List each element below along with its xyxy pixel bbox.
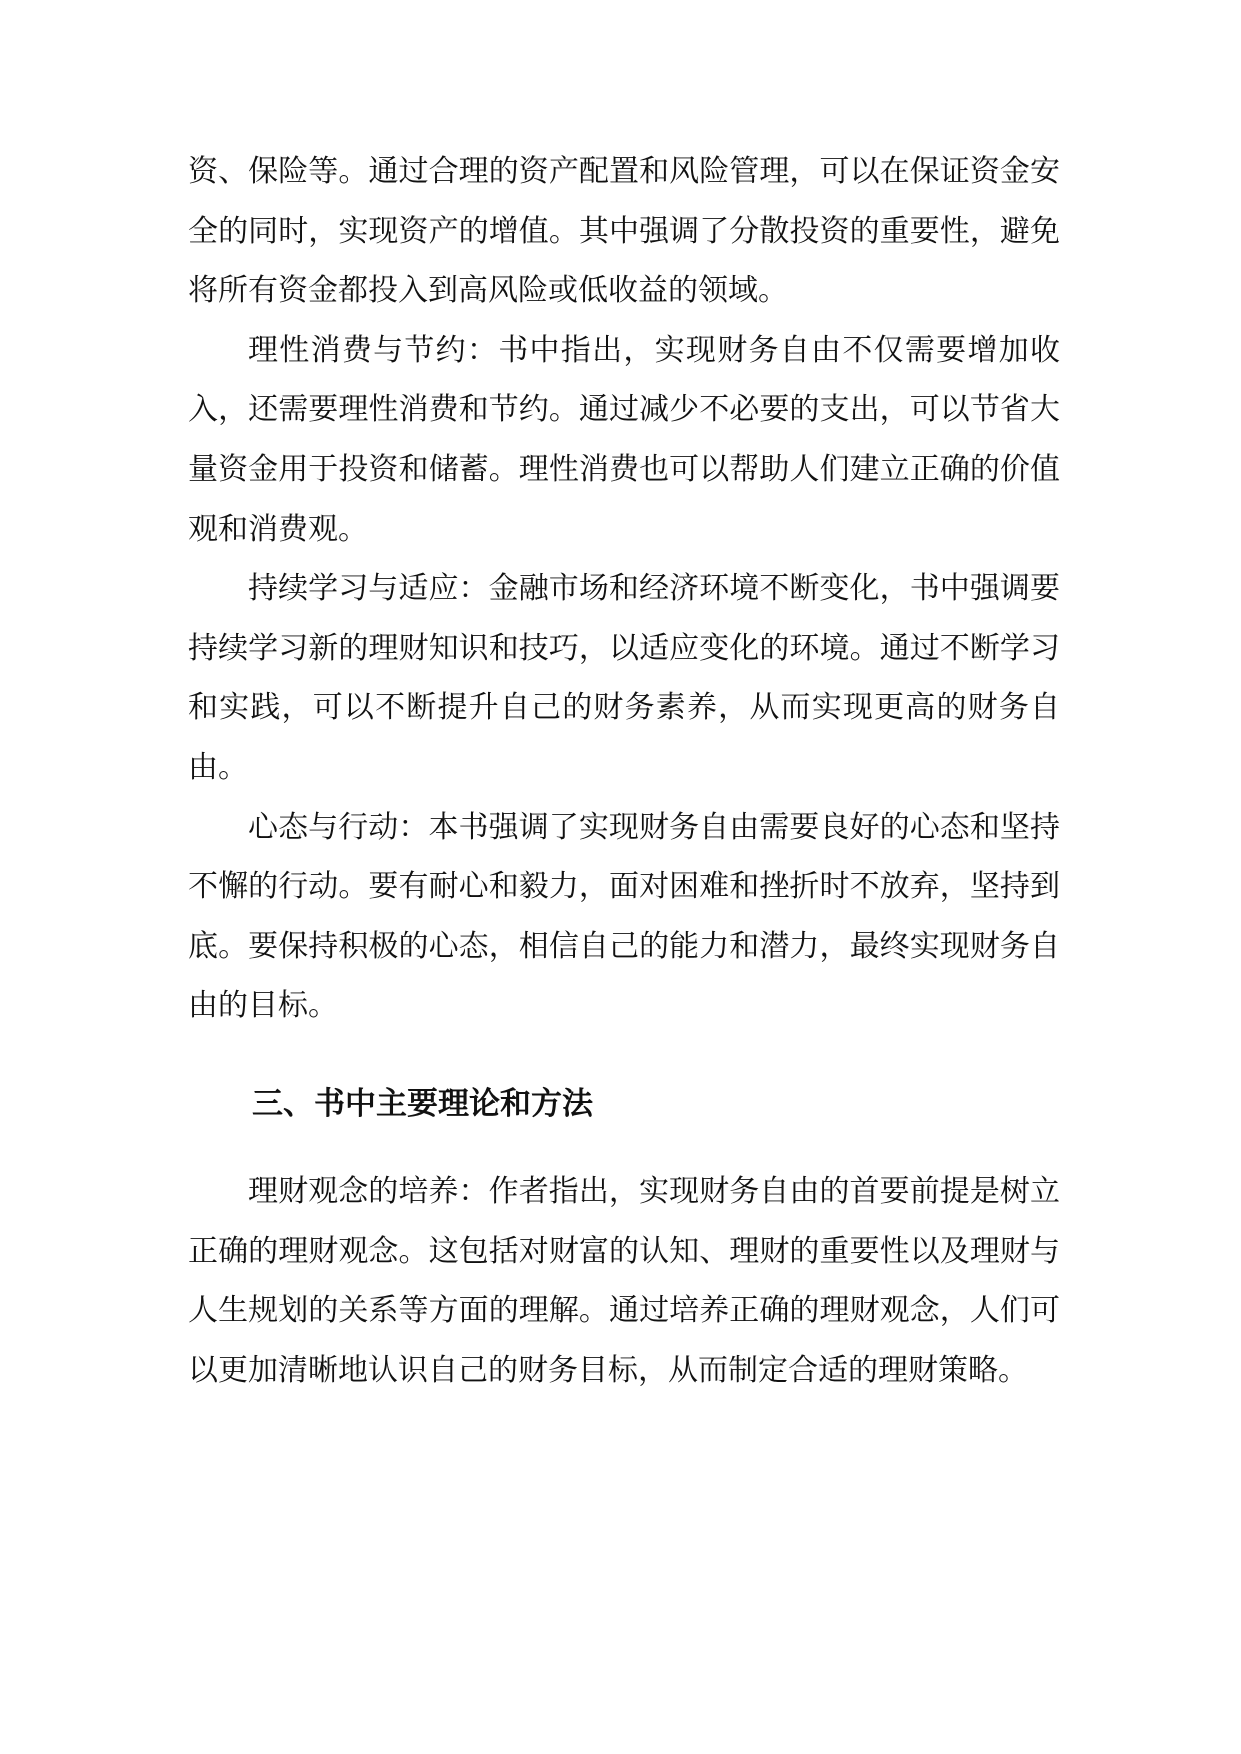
document-body <box>188 142 1060 1400</box>
paragraph-mindset-action: 心态与行动：本书强调了实现财务自由需要良好的心态和坚持不懈的行动。要有耐心和毅力，面对困难和挫折时不放弃，坚持到底。要保持积极的心态，相信自己的能力和潜力，最终实现财务自由的目标。 <box>188 809 1060 1024</box>
section-heading: 三、书中主要理论和方法 <box>252 1085 593 1122</box>
paragraph-asset-allocation: 资、保险等。通过合理的资产配置和风险管理，可以在保证资金安全的同时，实现资产的增值。其中强调了分散投资的重要性，避免将所有资金都投入到高风险或低收益的领域。 <box>188 154 1060 309</box>
paragraph-continuous-learning: 持续学习与适应：金融市场和经济环境不断变化，书中强调要持续学习新的理财知识和技巧，以适应变化的环境。通过不断学习和实践，可以不断提升自己的财务素养，从而实现更高的财务自由。 <box>188 571 1060 785</box>
paragraph-financial-concept: 理财观念的培养：作者指出，实现财务自由的首要前提是树立正确的理财观念。这包括对财富的认知、理财的重要性以及理财与人生规划的关系等方面的理解。通过培养正确的理财观念，人们可以更加清晰地认识自己的财务目标，从而制定合适的理财策略。 <box>188 1173 1060 1388</box>
paragraph-rational-consumption: 理性消费与节约：书中指出，实现财务自由不仅需要增加收入，还需要理性消费和节约。通过减少不必要的支出，可以节省大量资金用于投资和储蓄。理性消费也可以帮助人们建立正确的价值观和消费观。 <box>188 332 1060 547</box>
